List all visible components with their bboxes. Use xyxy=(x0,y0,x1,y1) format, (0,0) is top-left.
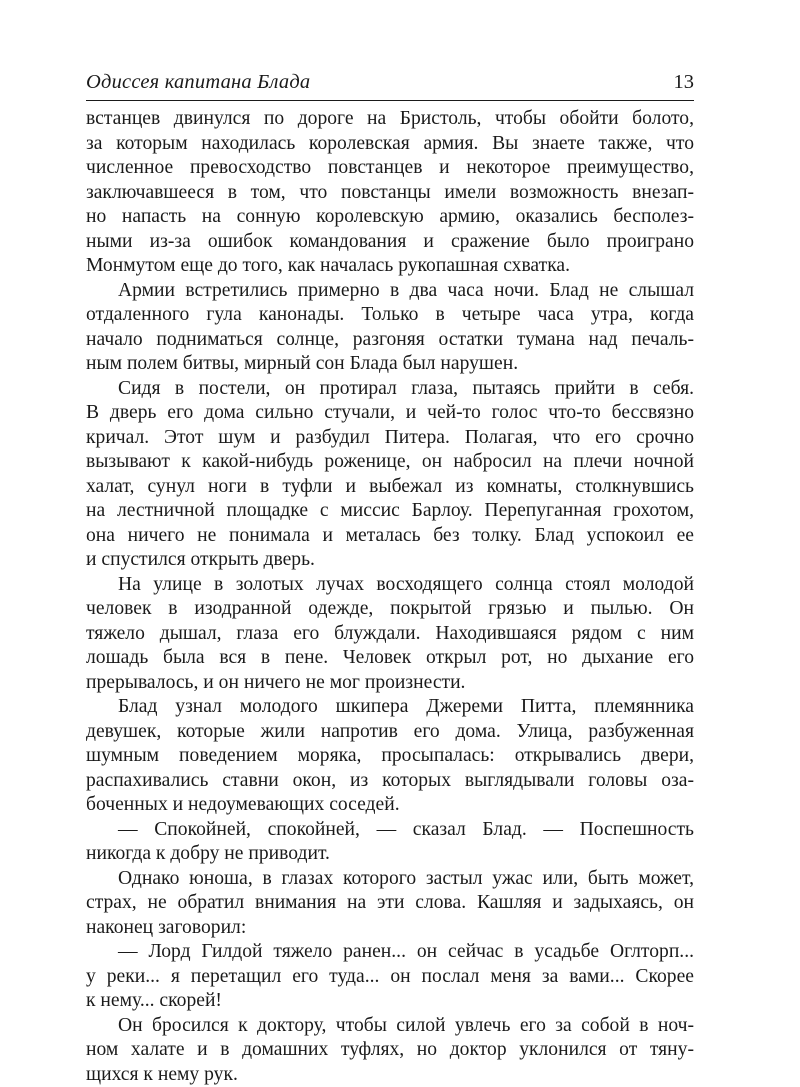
text-line: кричал. Этот шум и разбудил Питера. Полагая, что его срочно xyxy=(86,426,694,451)
text-line: к нему... скорей! xyxy=(86,989,694,1014)
text-line: заключавшееся в том, что повстанцы имели возможность внезап- xyxy=(86,181,694,206)
text-line: В дверь его дома сильно стучали, и чей-то голос что-то бессвязно xyxy=(86,401,694,426)
text-line: начало подниматься солнце, разгоняя остатки тумана над печаль- xyxy=(86,328,694,353)
text-line: На улице в золотых лучах восходящего солнца стоял молодой xyxy=(86,573,694,598)
text-line: на лестничной площадке с миссис Барлоу. Перепуганная грохотом, xyxy=(86,499,694,524)
text-line: она ничего не понимала и металась без толку. Блад успокоил ее xyxy=(86,524,694,549)
text-line: тяжело дышал, глаза его блуждали. Находившаяся рядом с ним xyxy=(86,622,694,647)
text-line: щихся к нему рук. xyxy=(86,1063,694,1087)
text-line: Армии встретились примерно в два часа ночи. Блад не слышал xyxy=(86,279,694,304)
text-line: вызывают к какой-нибудь роженице, он набросил на плечи ночной xyxy=(86,450,694,475)
text-line: человек в изодранной одежде, покрытой грязью и пылью. Он xyxy=(86,597,694,622)
text-line: девушек, которые жили напротив его дома. Улица, разбуженная xyxy=(86,720,694,745)
text-line: Однако юноша, в глазах которого застыл ужас или, быть может, xyxy=(86,867,694,892)
text-line: численное превосходство повстанцев и некоторое преимущество, xyxy=(86,156,694,181)
text-line: распахивались ставни окон, из которых выглядывали головы оза- xyxy=(86,769,694,794)
text-line: прерывалось, и он ничего не мог произнести. xyxy=(86,671,694,696)
text-line: и спустился открыть дверь. xyxy=(86,548,694,573)
text-line: ном халате и в домашних туфлях, но доктор уклонился от тяну- xyxy=(86,1038,694,1063)
text-line: Блад узнал молодого шкипера Джереми Питта, племянника xyxy=(86,695,694,720)
text-line: страх, не обратил внимания на эти слова. Кашляя и задыхаясь, он xyxy=(86,891,694,916)
text-line: боченных и недоумевающих соседей. xyxy=(86,793,694,818)
text-line: отдаленного гула канонады. Только в четыре часа утра, когда xyxy=(86,303,694,328)
text-line: но напасть на сонную королевскую армию, оказались бесполез- xyxy=(86,205,694,230)
text-line: лошадь была вся в пене. Человек открыл рот, но дыхание его xyxy=(86,646,694,671)
text-line: наконец заговорил: xyxy=(86,916,694,941)
text-line: — Спокойней, спокойней, — сказал Блад. — Поспешность xyxy=(86,818,694,843)
running-title: Одиссея капитана Блада xyxy=(86,71,310,94)
text-line: встанцев двинулся по дороге на Бристоль, чтобы обойти болото, xyxy=(86,107,694,132)
text-line: ным полем битвы, мирный сон Блада был нарушен. xyxy=(86,352,694,377)
text-line: Он бросился к доктору, чтобы силой увлечь его за собой в ноч- xyxy=(86,1014,694,1039)
text-line: — Лорд Гилдой тяжело ранен... он сейчас в усадьбе Оглторп... xyxy=(86,940,694,965)
text-line: халат, сунул ноги в туфли и выбежал из комнаты, столкнувшись xyxy=(86,475,694,500)
text-line: ными из-за ошибок командования и сражение было проиграно xyxy=(86,230,694,255)
text-line: за которым находилась королевская армия. Вы знаете также, что xyxy=(86,132,694,157)
text-line: никогда к добру не приводит. xyxy=(86,842,694,867)
body-text xyxy=(86,107,694,1087)
text-line: Сидя в постели, он протирал глаза, пытаясь прийти в себя. xyxy=(86,377,694,402)
text-line: у реки... я перетащил его туда... он послал меня за вами... Скорее xyxy=(86,965,694,990)
page-number: 13 xyxy=(674,71,695,94)
page-header xyxy=(86,66,694,101)
text-line: шумным поведением моряка, просыпалась: открывались двери, xyxy=(86,744,694,769)
text-line: Монмутом еще до того, как началась рукопашная схватка. xyxy=(86,254,694,279)
